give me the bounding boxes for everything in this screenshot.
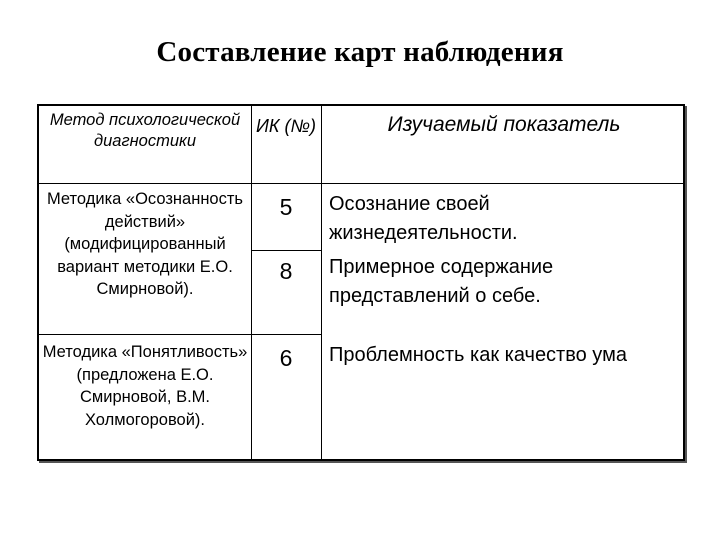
header-indicator: Изучаемый показатель [387,113,621,136]
indicator-cell: Примерное содержание представлений о себе. [329,256,554,307]
ik-cell: 6 [279,345,293,371]
indicator-cell: Проблемность как качество ума [329,344,627,366]
method-cell: Методика «Осознанность действий» (модифицированный вариант методики Е.О. Смирновой). [46,190,244,298]
header-divider [39,183,683,184]
header-ik: ИК (№) [256,116,316,136]
ik-cell: 5 [279,194,293,220]
observation-table [37,104,685,461]
page-title: Составление карт наблюдения [156,36,564,68]
column-divider [321,106,322,459]
ik-cell: 8 [279,258,293,284]
header-method: Метод психологической диагностики [49,111,241,150]
row-divider [39,334,321,335]
indicator-cell: Осознание своей жизнедеятельности. [329,193,518,244]
ik-cell-divider [251,250,321,251]
method-cell: Методика «Понятливость» (предложена Е.О. Смирновой, В.М. Холмогоровой). [42,343,248,429]
